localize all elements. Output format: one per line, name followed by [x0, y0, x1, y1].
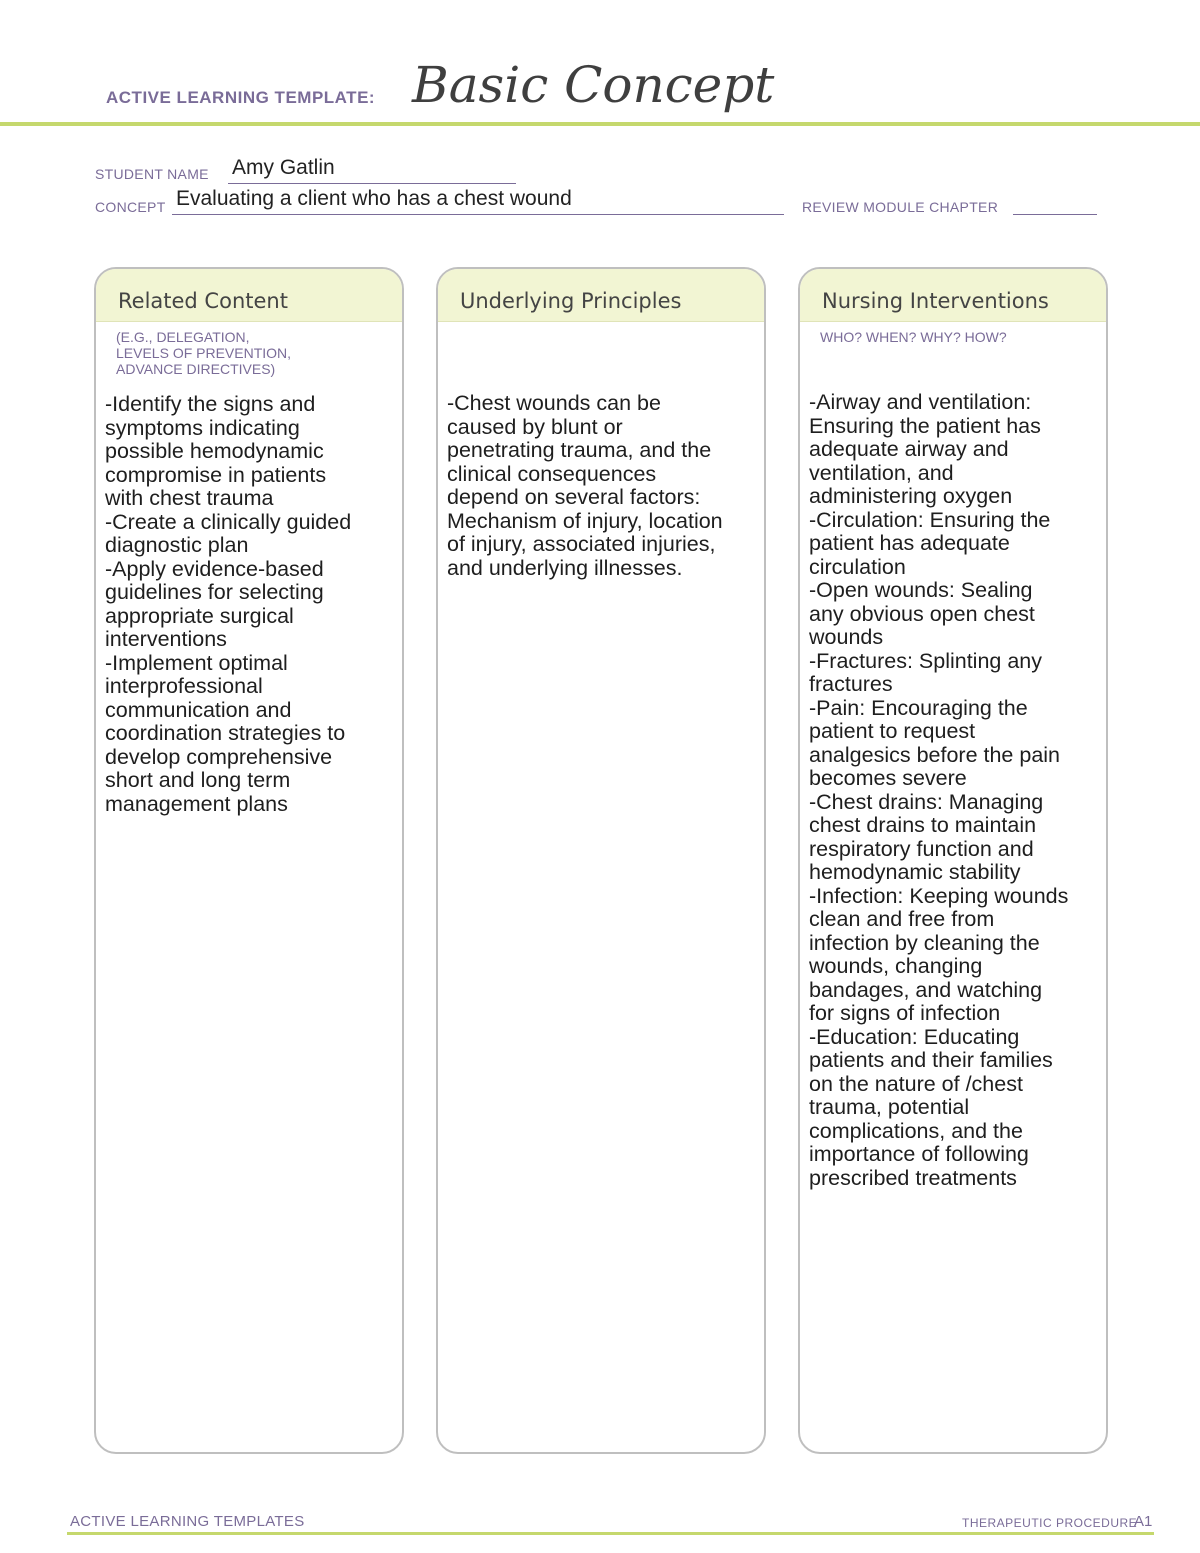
nursing-interventions-panel [798, 267, 1108, 1454]
panel-title: Related Content [118, 289, 288, 313]
concept-value: Evaluating a client who has a chest wound [176, 187, 572, 210]
student-name-value: Amy Gatlin [232, 156, 335, 179]
nursing-interventions-body[interactable]: -Airway and ventilation: Ensuring the patient has adequate airway and ventilation, and administering oxygen -Circulation: Ensuring the patient has adequate circulation -Open wounds: Sealing any obvious open chest wounds -Fractures: Splinting any fractures -Pain: Encouraging the patient to request analgesics before the pain becomes severe -Chest drains: Managing chest drains to maintain respiratory function and hemodynamic stability -Infection: Keeping wounds clean and free from infection by cleaning the wounds, changing bandages, and watching for signs of infection -Education: Educating patients and their families on the nature of /chest trauma, potential complications, and the importance of following prescribed treatments [809, 390, 1069, 1190]
panel-subtitle: (E.G., DELEGATION, LEVELS OF PREVENTION, ADVANCE DIRECTIVES) [116, 329, 292, 377]
student-name-label: STUDENT NAME [95, 166, 209, 182]
related-content-body[interactable]: -Identify the signs and symptoms indicating possible hemodynamic compromise in patients with chest trauma -Create a clinically guided diagnostic plan -Apply evidence-based guidelines for selecting appropriate surgical interventions -Implement optimal interprofessional communication and coordination strategies to develop comprehensive short and long term management plans [105, 392, 352, 816]
panel-title: Nursing Interventions [822, 289, 1049, 313]
template-header [0, 0, 1200, 128]
footer-right-label: THERAPEUTIC PROCEDURE [962, 1516, 1138, 1530]
footer-page-code: A1 [1134, 1513, 1153, 1530]
footer-left-label: ACTIVE LEARNING TEMPLATES [70, 1513, 305, 1530]
underlying-principles-panel [436, 267, 766, 1454]
concept-label: CONCEPT [95, 199, 166, 215]
underlying-principles-body[interactable]: -Chest wounds can be caused by blunt or penetrating trauma, and the clinical consequences depend on several factors: Mechanism of injury, location of injury, associated injuries, and underlying illnesses. [447, 391, 723, 580]
review-module-field[interactable] [1013, 198, 1097, 215]
template-label: ACTIVE LEARNING TEMPLATE: [106, 88, 376, 107]
panel-subtitle: WHO? WHEN? WHY? HOW? [820, 329, 1007, 345]
header-divider [0, 122, 1200, 126]
page-title: Basic Concept [412, 56, 775, 114]
footer-divider [67, 1532, 1154, 1535]
related-content-panel [94, 267, 404, 1454]
review-module-label: REVIEW MODULE CHAPTER [802, 199, 999, 215]
panel-title: Underlying Principles [460, 289, 682, 313]
